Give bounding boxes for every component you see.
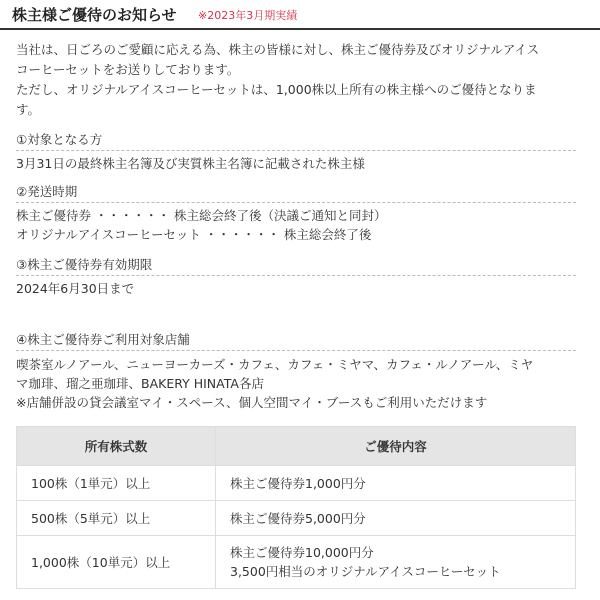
section-shipping-title: ②発送時期 [16,183,576,203]
section-stores-line-2: マ珈琲、瑠之亜珈琲、BAKERY HINATA各店 [16,376,264,391]
benefit-text: 3,500円相当のオリジナルアイスコーヒーセット [230,564,501,579]
intro-line-1: 当社は、日ごろのご愛顧に応える為、株主の皆様に対し、株主ご優待券及びオリジナルアイス [16,42,540,57]
table-header-row [17,427,576,466]
benefit-text: 株主ご優待券10,000円分 [230,545,374,560]
benefit-table [16,426,576,589]
shares-cell: 500株（5単元）以上 [17,501,216,536]
benefit-text: 株主ご優待券5,000円分 [230,510,366,526]
benefit-cell [216,536,576,589]
page-title: 株主様ご優待のお知らせ [12,6,177,24]
section-expiry-title: ③株主ご優待券有効期限 [16,256,576,276]
section-stores-title: ④株主ご優待券ご利用対象店舗 [16,331,576,351]
benefit-cell [216,466,576,501]
fiscal-year-note: ※2023年3月期実績 [198,9,298,22]
section-expiry-body: 2024年6月30日まで [16,281,135,296]
column-header-benefit: ご優待内容 [216,427,576,466]
table-row [17,536,576,589]
benefit-text: 株主ご優待券1,000円分 [230,475,366,491]
table-row [17,466,576,501]
intro-line-3: ただし、オリジナルアイスコーヒーセットは、1,000株以上所有の株主様へのご優待となりま [16,82,537,97]
section-stores-line-1: 喫茶室ルノアール、ニューヨーカーズ・カフェ、カフェ・ミヤマ、カフェ・ルノアール、ミヤ [16,357,534,372]
section-stores-note: ※店舗併設の貸会議室マイ・スペース、個人空間マイ・ブースもご利用いただけます [16,395,488,410]
intro-line-4: す。 [16,102,41,117]
shares-cell: 1,000株（10単元）以上 [17,536,216,589]
section-eligibility-body: 3月31日の最終株主名簿及び実質株主名簿に記載された株主様 [16,156,365,171]
section-eligibility-title: ①対象となる方 [16,131,576,151]
benefit-cell [216,501,576,536]
intro-line-2: コーヒーセットをお送りしております。 [16,62,240,77]
table-row [17,501,576,536]
notice-header [0,0,600,30]
section-shipping-line-1: 株主ご優待券 ・・・・・・ 株主総会終了後（決議ご通知と同封） [16,208,387,223]
shares-cell: 100株（1単元）以上 [17,466,216,501]
section-shipping-line-2: オリジナルアイスコーヒーセット ・・・・・・ 株主総会終了後 [16,227,372,242]
column-header-shares: 所有株式数 [17,427,216,466]
